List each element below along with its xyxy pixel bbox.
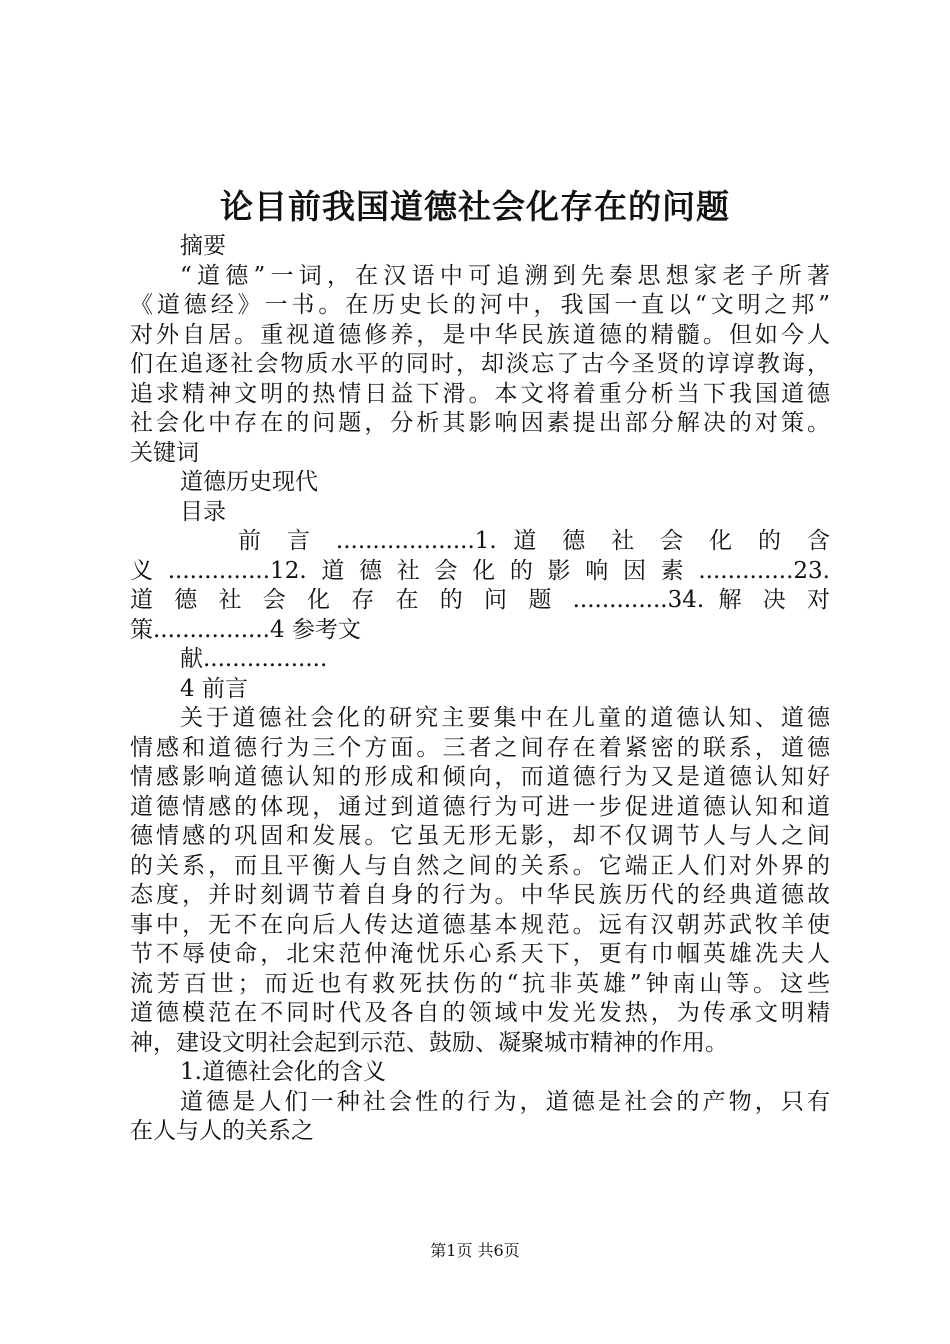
body-line: 事中，无不在向后人传达道德基本规范。远有汉朝苏武牧羊使 [130, 911, 830, 938]
body-line: 情感和道德行为三个方面。三者之间存在着紧密的联系，道德 [130, 734, 830, 761]
body-line: 在人与人的关系之 [130, 1118, 314, 1144]
toc-line: 义..............12.道德社会化的影响因素.............23. [130, 557, 830, 584]
toc-heading: 目录 [180, 498, 226, 525]
section-heading-preface: 4 前言 [180, 675, 248, 702]
keywords-line: 道德历史现代 [180, 469, 318, 495]
keywords-heading: 关键词 [130, 439, 199, 466]
body-line: 的关系，而且平衡人与自然之间的关系。它端正人们对外界的 [130, 852, 830, 879]
body-line: 关于道德社会化的研究主要集中在儿童的道德认知、道德 [180, 705, 830, 731]
abstract-line: 们在追逐社会物质水平的同时，却淡忘了古今圣贤的谆谆教诲， [130, 351, 830, 377]
abstract-heading: 摘要 [180, 233, 226, 259]
body-line: 道德情感的体现，通过到道德行为可进一步促进道德认知和道 [130, 793, 830, 820]
body-line: 态度，并时刻调节着自身的行为。中华民族历代的经典道德故 [130, 882, 830, 908]
toc-line: 献................. [180, 646, 328, 672]
abstract-line: 追求精神文明的热情日益下滑。本文将着重分析当下我国道德 [130, 380, 830, 407]
body-line: 德情感的巩固和发展。它虽无形无影，却不仅调节人与人之间 [130, 823, 830, 849]
abstract-line: 社会化中存在的问题，分析其影响因素提出部分解决的对策。 [130, 410, 830, 436]
section-heading-definition: 1.道德社会化的含义 [180, 1059, 386, 1085]
toc-line: 策................4 参考文 [130, 616, 361, 643]
body-line: 道德是人们一种社会性的行为，道德是社会的产物，只有 [180, 1088, 830, 1115]
toc-line: 前 言 ...................1. 道 德 社 会 化 的 含 [238, 528, 830, 554]
toc-line: 道 德 社 会 化 存 在 的 问 题 .............34. 解 决 对 [130, 587, 830, 613]
page-footer: 第1页 共6页 [430, 1241, 520, 1260]
body-line: 流芳百世；而近也有救死扶伤的“抗非英雄”钟南山等。这些 [130, 970, 830, 997]
document-body [130, 232, 830, 1147]
document-title: 论目前我国道德社会化存在的问题 [220, 187, 730, 226]
abstract-line: 《道德经》一书。在历史长的河中，我国一直以“文明之邦” [130, 292, 830, 318]
body-line: 道德模范在不同时代及各自的领域中发光发热，为传承文明精 [130, 1000, 830, 1026]
abstract-line: “道德”一词，在汉语中可追溯到先秦思想家老子所著 [180, 262, 830, 289]
body-line: 神，建设文明社会起到示范、鼓励、凝聚城市精神的作用。 [130, 1029, 728, 1056]
body-line: 情感影响道德认知的形成和倾向，而道德行为又是道德认知好 [130, 764, 830, 790]
body-line: 节不辱使命，北宋范仲淹忧乐心系天下，更有巾帼英雄冼夫人 [130, 941, 830, 967]
abstract-line: 对外自居。重视道德修养，是中华民族道德的精髓。但如今人 [130, 321, 830, 348]
